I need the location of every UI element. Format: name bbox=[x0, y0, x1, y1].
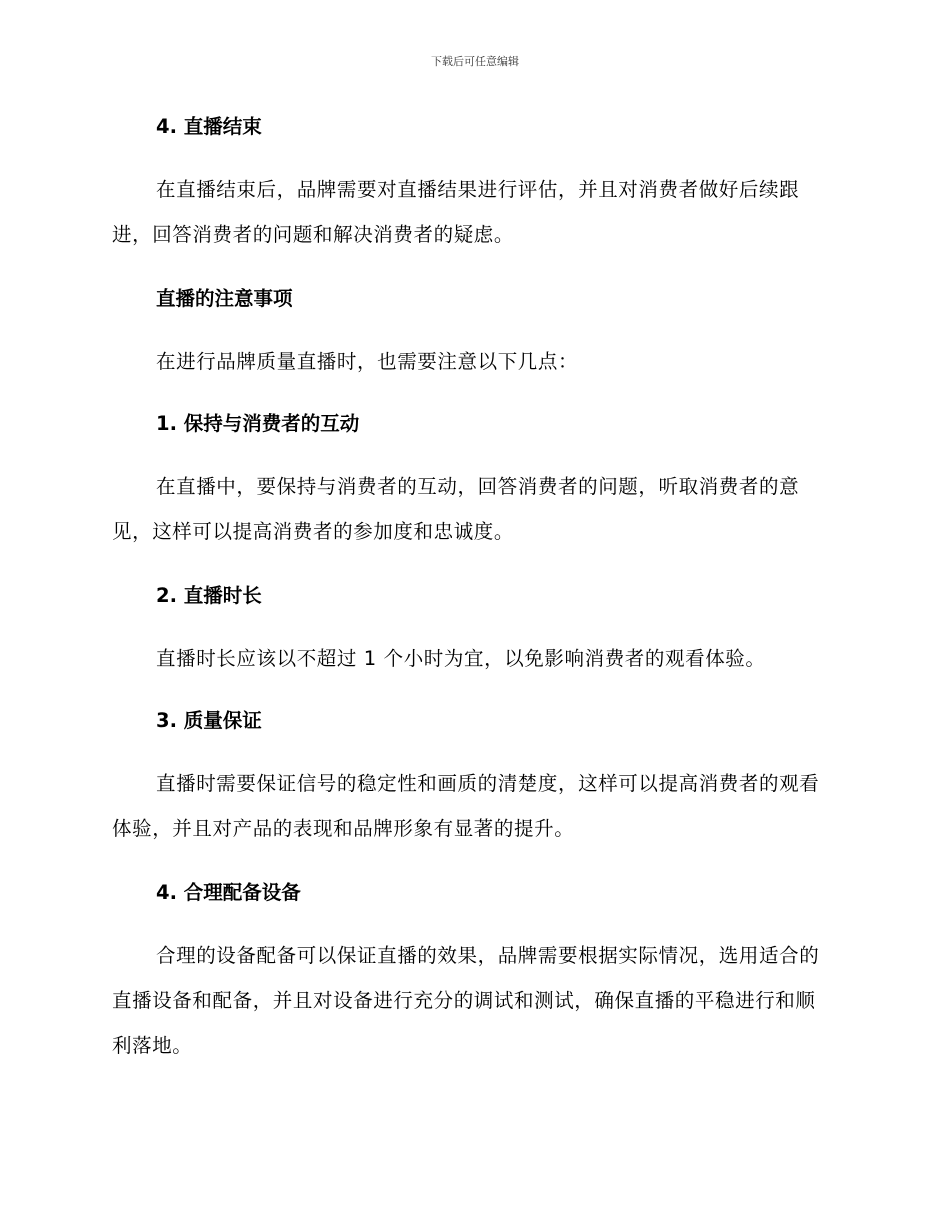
header-note: 下载后可任意编辑 bbox=[431, 55, 519, 68]
section-heading-interaction: 1. 保持与消费者的互动 bbox=[156, 412, 360, 435]
section-heading-live-end: 4. 直播结束 bbox=[156, 115, 262, 138]
paragraph-interaction: 在直播中，要保持与消费者的互动，回答消费者的问题，听取消费者的意见，这样可以提高消费者的参加度和忠诚度。 bbox=[112, 475, 800, 543]
paragraph-precautions-intro: 在进行品牌质量直播时，也需要注意以下几点： bbox=[156, 350, 579, 373]
paragraph-equipment: 合理的设备配备可以保证直播的效果，品牌需要根据实际情况，选用适合的直播设备和配备，并且对设备进行充分的调试和测试，确保直播的平稳进行和顺利落地。 bbox=[112, 944, 820, 1057]
paragraph-duration: 直播时长应该以不超过 1 个小时为宜，以免影响消费者的观看体验。 bbox=[156, 647, 766, 670]
paragraph-live-end: 在直播结束后，品牌需要对直播结果进行评估，并且对消费者做好后续跟进，回答消费者的问题和解决消费者的疑虑。 bbox=[112, 178, 800, 246]
document-body bbox=[112, 110, 834, 1068]
section-heading-quality: 3. 质量保证 bbox=[156, 709, 262, 732]
paragraph-quality: 直播时需要保证信号的稳定性和画质的清楚度，这样可以提高消费者的观看体验，并且对产品的表现和品牌形象有显著的提升。 bbox=[112, 772, 820, 840]
section-heading-duration: 2. 直播时长 bbox=[156, 584, 262, 607]
section-heading-precautions: 直播的注意事项 bbox=[156, 287, 293, 310]
section-heading-equipment: 4. 合理配备设备 bbox=[156, 881, 301, 904]
